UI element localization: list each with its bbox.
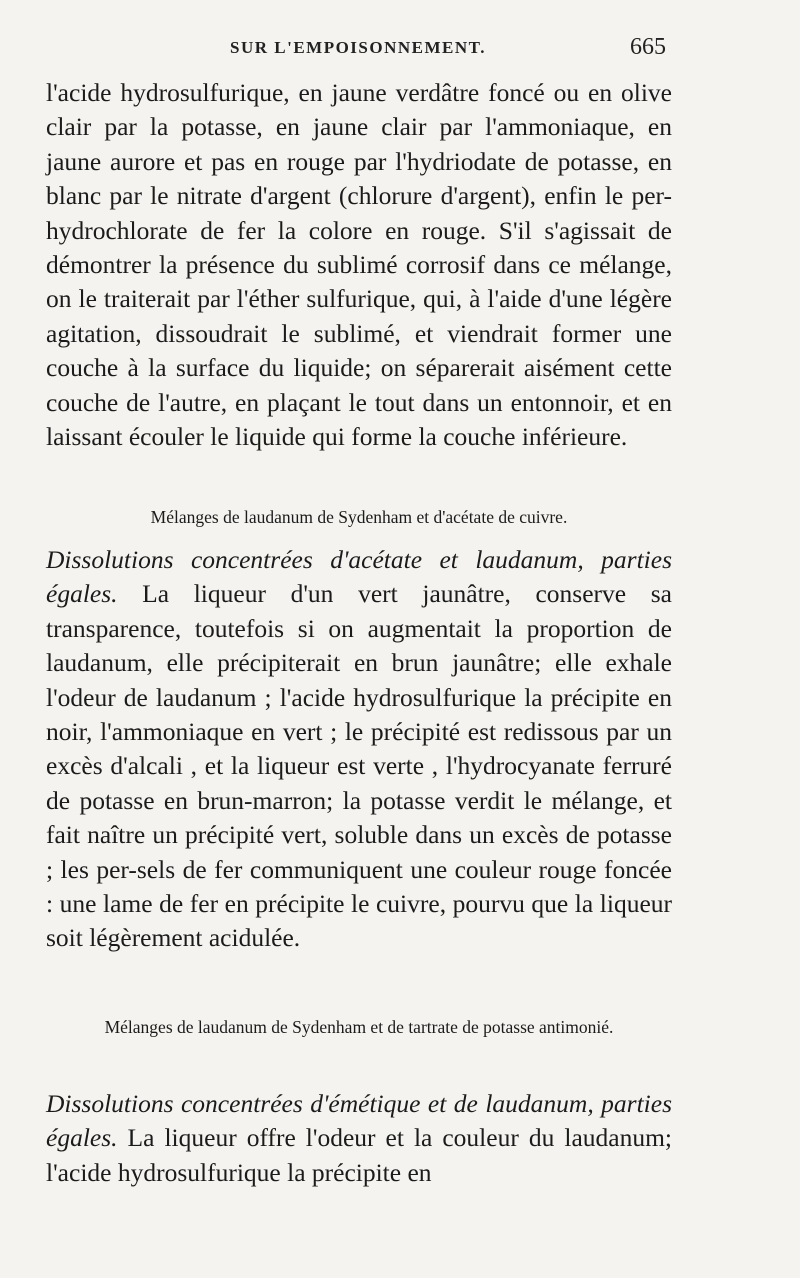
- paragraph-body-emetique: La liqueur offre l'odeur et la couleur du laudanum; l'acide hydrosulfurique la précipite en: [46, 1123, 672, 1187]
- paragraph-body-acetate: La liqueur d'un vert jaunâtre, conserve sa transparence, toutefois si on augmentait la proportion de laudanum, elle précipiterait en brun jaunâtre; elle exhale l'odeur de laudanum ; l'acide hydrosulfurique la précipite en noir, l'ammoniaque en vert ; le précipité est redissous par un excès d'alcali , et la liqueur est verte , l'hydrocyanate ferruré de potasse en brun-marron; la potasse verdit le mélange, et fait naître un précipité vert, soluble dans un excès de potasse ; les per-sels de fer communiquent une couleur rouge foncée : une lame de fer en précipite le cuivre, pourvu que la liqueur soit légèrement acidulée.: [46, 579, 672, 953]
- section-heading-tartrate: Mélanges de laudanum de Sydenham et de tartrate de potasse antimonié.: [104, 1017, 614, 1037]
- paragraph-continued: l'acide hydrosulfurique, en jaune verdâtre foncé ou en olive clair par la potasse, en jaune clair par l'ammoniaque, en jaune aurore et pas en rouge par l'hydriodate de potasse, en blanc par le nitrate d'argent (chlorure d'argent), enfin le per-hydrochlorate de fer la colore en rouge. S'il s'agissait de démontrer la présence du sublimé corrosif dans ce mélange, on le traiterait par l'éther sulfurique, qui, à l'aide d'une légère agitation, dissoudrait le sublimé, et viendrait former une couche à la surface du liquide; on séparerait aisément cette couche de l'autre, en plaçant le tout dans un entonnoir, et en laissant écouler le liquide qui forme la couche inférieure.: [46, 78, 672, 452]
- section-heading-acetate: Mélanges de laudanum de Sydenham et d'acétate de cuivre.: [150, 507, 568, 527]
- paragraph-lead-emetique: Dissolutions concentrées d'émétique et de laudanum, parties égales.: [46, 1089, 672, 1153]
- paragraph-acetate: [46, 543, 672, 956]
- running-title: SUR L'EMPOISONNEMENT.: [230, 38, 486, 57]
- paragraph-lead-acetate: Dissolutions concentrées d'acétate et laudanum, parties égales.: [46, 545, 672, 609]
- paragraph-emetique: [46, 1087, 672, 1190]
- page-number: 665: [630, 34, 666, 60]
